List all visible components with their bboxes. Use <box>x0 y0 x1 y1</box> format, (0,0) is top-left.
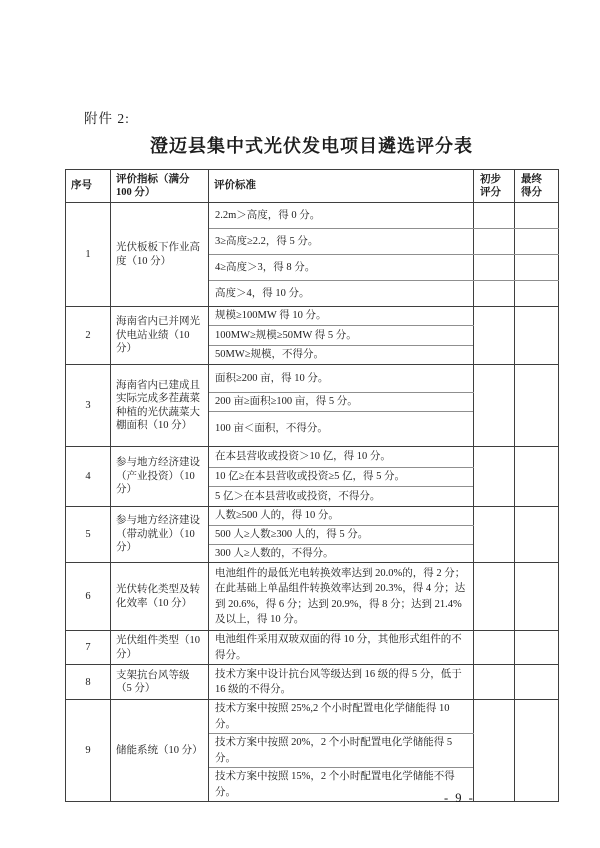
final-score-cell <box>515 203 559 229</box>
criterion-cell: 在本县营收或投资＞10 亿，得 10 分。 <box>209 447 474 468</box>
score-table-body <box>66 203 559 802</box>
row-number-cell: 2 <box>66 307 111 365</box>
criterion-cell: 10 亿≥在本县营收或投资≥5 亿，得 5 分。 <box>209 468 474 487</box>
criterion-cell: 人数≥500 人的，得 10 分。 <box>209 507 474 526</box>
final-score-cell <box>515 700 559 802</box>
final-score-cell <box>515 281 559 307</box>
final-score-cell <box>515 665 559 700</box>
row-number-cell: 7 <box>66 631 111 665</box>
indicator-cell: 支架抗台风等级（5 分） <box>111 665 209 700</box>
row-number-cell: 5 <box>66 507 111 563</box>
preliminary-score-cell <box>474 700 515 802</box>
preliminary-score-cell <box>474 563 515 631</box>
column-header-criteria: 评价标准 <box>209 170 474 203</box>
criterion-cell: 技术方案中按照 20%，2 个小时配置电化学储能得 5 分。 <box>209 734 474 768</box>
column-header-indicator: 评价指标（满分 100 分） <box>111 170 209 203</box>
table-row <box>66 631 559 665</box>
criterion-cell: 100MW≥规模≥50MW 得 5 分。 <box>209 326 474 346</box>
criterion-cell: 技术方案中按照 25%,2 个小时配置电化学储能得 10 分。 <box>209 700 474 734</box>
table-row <box>66 700 559 734</box>
final-score-cell <box>515 507 559 563</box>
preliminary-score-cell <box>474 447 515 507</box>
criterion-cell: 200 亩≥面积≥100 亩，得 5 分。 <box>209 393 474 412</box>
page-number: - 9 - <box>444 791 475 805</box>
preliminary-score-cell <box>474 203 515 229</box>
final-score-cell <box>515 447 559 507</box>
criterion-cell: 3≥高度≥2.2，得 5 分。 <box>209 229 474 255</box>
row-number-cell: 8 <box>66 665 111 700</box>
attachment-label: 附件 2: <box>84 111 130 126</box>
criterion-cell: 高度＞4，得 10 分。 <box>209 281 474 307</box>
criterion-cell: 5 亿＞在本县营收或投资，不得分。 <box>209 487 474 507</box>
final-score-cell <box>515 255 559 281</box>
row-number-cell: 3 <box>66 365 111 447</box>
column-header-no: 序号 <box>66 170 111 203</box>
column-header-final-score: 最终得分 <box>515 170 559 203</box>
final-score-cell <box>515 365 559 447</box>
preliminary-score-cell <box>474 281 515 307</box>
table-row <box>66 203 559 229</box>
table-row <box>66 447 559 468</box>
criterion-cell: 500 人≥人数≥300 人的，得 5 分。 <box>209 526 474 545</box>
final-score-cell <box>515 631 559 665</box>
preliminary-score-cell <box>474 229 515 255</box>
indicator-cell: 参与地方经济建设（产业投资）（10 分） <box>111 447 209 507</box>
indicator-cell: 光伏组件类型（10 分） <box>111 631 209 665</box>
criterion-cell: 2.2m＞高度，得 0 分。 <box>209 203 474 229</box>
criterion-cell: 300 人≥人数的，不得分。 <box>209 544 474 563</box>
preliminary-score-cell <box>474 507 515 563</box>
column-header-preliminary-score: 初步评分 <box>474 170 515 203</box>
indicator-cell: 光伏板板下作业高度（10 分） <box>111 203 209 307</box>
preliminary-score-cell <box>474 365 515 447</box>
row-number-cell: 9 <box>66 700 111 802</box>
indicator-cell: 海南省内已并网光伏电站业绩（10 分） <box>111 307 209 365</box>
score-table <box>65 169 559 802</box>
final-score-cell <box>515 563 559 631</box>
table-row <box>66 507 559 526</box>
row-number-cell: 4 <box>66 447 111 507</box>
indicator-cell: 光伏转化类型及转化效率（10 分） <box>111 563 209 631</box>
criterion-cell: 100 亩＜面积，不得分。 <box>209 412 474 447</box>
table-row <box>66 665 559 700</box>
preliminary-score-cell <box>474 307 515 365</box>
table-row <box>66 563 559 631</box>
table-header-row <box>66 170 559 203</box>
criterion-cell: 技术方案中按照 15%，2 个小时配置电化学储能不得分。 <box>209 768 474 802</box>
page-title: 澄迈县集中式光伏发电项目遴选评分表 <box>150 136 473 156</box>
preliminary-score-cell <box>474 255 515 281</box>
criterion-cell: 技术方案中设计抗台风等级达到 16 级的得 5 分，低于 16 级的不得分。 <box>209 665 474 700</box>
final-score-cell <box>515 229 559 255</box>
final-score-cell <box>515 307 559 365</box>
criterion-cell: 面积≥200 亩，得 10 分。 <box>209 365 474 393</box>
criterion-cell: 电池组件采用双玻双面的得 10 分，其他形式组件的不得分。 <box>209 631 474 665</box>
table-row <box>66 365 559 393</box>
criterion-cell: 规模≥100MW 得 10 分。 <box>209 307 474 326</box>
indicator-cell: 储能系统（10 分） <box>111 700 209 802</box>
table-row <box>66 307 559 326</box>
criterion-cell: 4≥高度＞3，得 8 分。 <box>209 255 474 281</box>
indicator-cell: 参与地方经济建设（带动就业）（10 分） <box>111 507 209 563</box>
criterion-cell: 电池组件的最低光电转换效率达到 20.0%的，得 2 分；在此基础上单晶组件转换效率达到 20.3%，得 4 分；达到 20.6%，得 6 分；达到 20.9%，得 8 分；达到 21.4%及以上，得 10 分。 <box>209 563 474 631</box>
indicator-cell: 海南省内已建成且实际完成多茬蔬菜种植的光伏蔬菜大棚面积（10 分） <box>111 365 209 447</box>
criterion-cell: 50MW≥规模，不得分。 <box>209 346 474 365</box>
row-number-cell: 1 <box>66 203 111 307</box>
preliminary-score-cell <box>474 665 515 700</box>
row-number-cell: 6 <box>66 563 111 631</box>
preliminary-score-cell <box>474 631 515 665</box>
